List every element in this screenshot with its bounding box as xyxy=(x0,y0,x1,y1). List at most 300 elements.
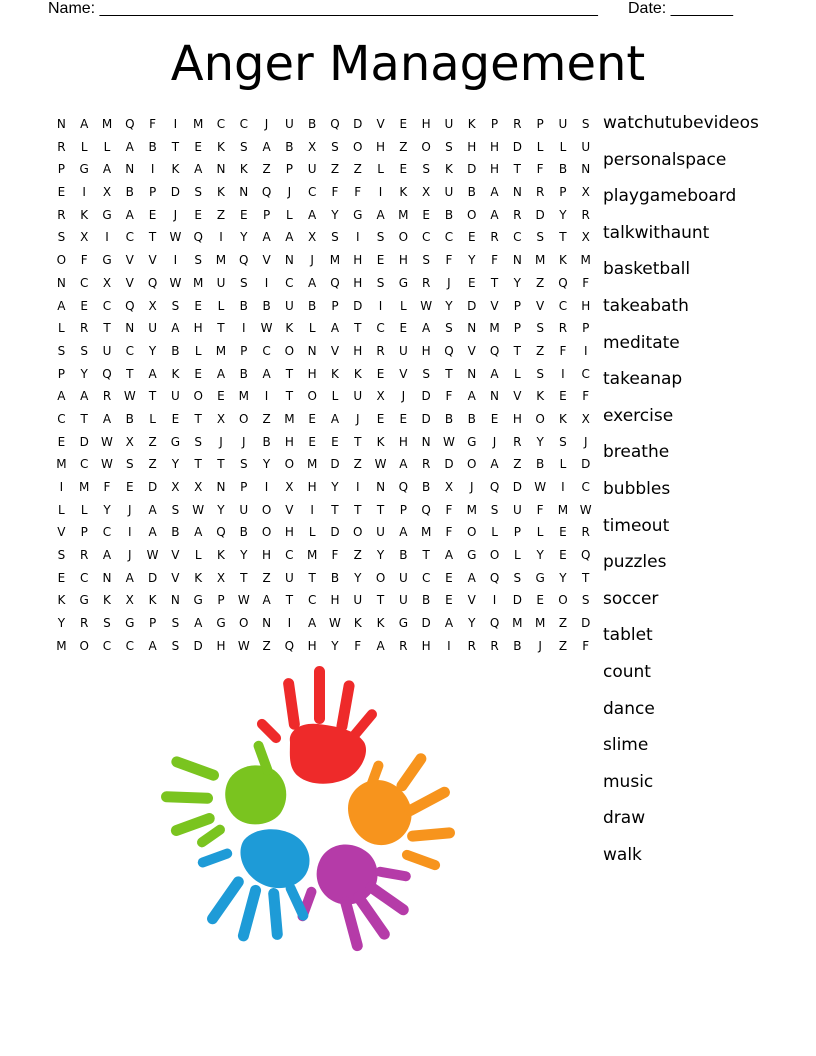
purple-hand-icon xyxy=(296,845,411,953)
grid-letter: Y xyxy=(468,253,476,268)
grid-letter: I xyxy=(492,593,497,608)
grid-letter: S xyxy=(171,298,180,313)
grid-letter: N xyxy=(467,366,477,381)
grid-letter: W xyxy=(534,480,547,494)
grid-letter: S xyxy=(239,139,248,154)
grid-letter: D xyxy=(79,434,89,449)
grid-letter: L xyxy=(217,298,225,313)
grid-letter: E xyxy=(399,321,408,336)
grid-letter: W xyxy=(443,434,455,449)
grid-letter: J xyxy=(128,548,132,563)
grid-letter: B xyxy=(330,570,340,585)
grid-letter: N xyxy=(467,321,477,336)
grid-letter: A xyxy=(490,207,499,222)
grid-letter: A xyxy=(285,230,294,245)
grid-letter: A xyxy=(125,207,134,222)
grid-letter: C xyxy=(80,457,89,472)
grid-letter: C xyxy=(285,548,294,563)
grid-letter: J xyxy=(401,389,406,404)
grid-letter: R xyxy=(376,343,385,358)
grid-letter: P xyxy=(217,593,225,608)
grid-letter: E xyxy=(376,411,385,426)
grid-letter: P xyxy=(240,480,248,494)
grid-letter: Q xyxy=(261,185,272,200)
grid-letter: O xyxy=(261,502,272,517)
grid-letter: U xyxy=(581,139,591,154)
grid-letter: V xyxy=(399,366,408,381)
grid-letter: D xyxy=(147,480,158,494)
grid-letter: P xyxy=(240,343,248,358)
grid-letter: M xyxy=(306,457,318,472)
grid-letter: T xyxy=(285,593,294,608)
grid-letter: S xyxy=(194,185,202,200)
grid-letter: R xyxy=(490,230,499,245)
grid-letter: U xyxy=(284,117,294,131)
grid-letter: D xyxy=(170,185,180,200)
page-title: Anger Management xyxy=(170,36,646,92)
grid-letter: T xyxy=(240,570,248,585)
grid-letter: O xyxy=(307,389,317,404)
grid-letter: O xyxy=(284,457,295,472)
grid-letter: M xyxy=(398,207,409,222)
word-list-item: draw xyxy=(603,808,646,829)
grid-letter: S xyxy=(194,434,202,449)
grid-letter: P xyxy=(57,162,66,177)
grid-letter: T xyxy=(285,366,294,381)
grid-letter: U xyxy=(353,593,363,608)
grid-letter: V xyxy=(262,253,271,268)
grid-letter: R xyxy=(57,139,66,154)
grid-letter: Y xyxy=(217,502,225,517)
grid-letter: S xyxy=(171,616,180,631)
grid-letter: Q xyxy=(147,275,158,290)
grid-letter: L xyxy=(149,411,156,426)
grid-letter: D xyxy=(353,117,363,131)
grid-letter: U xyxy=(353,389,363,404)
grid-letter: S xyxy=(490,502,499,517)
grid-letter: H xyxy=(284,525,294,540)
grid-letter: M xyxy=(215,253,227,268)
grid-letter: V xyxy=(57,525,66,540)
grid-letter: Y xyxy=(240,230,248,245)
grid-letter: S xyxy=(445,139,453,154)
grid-letter: Z xyxy=(353,548,362,563)
grid-letter: M xyxy=(489,321,500,336)
grid-letter: A xyxy=(490,457,499,472)
grid-letter: N xyxy=(125,321,135,336)
grid-letter: Q xyxy=(421,502,431,517)
grid-letter: E xyxy=(376,253,385,268)
grid-letter: Q xyxy=(330,275,340,290)
grid-letter: H xyxy=(376,139,386,154)
grid-letter: H xyxy=(421,343,431,358)
grid-letter: T xyxy=(376,593,385,608)
grid-letter: X xyxy=(194,480,203,494)
grid-letter: L xyxy=(58,502,65,517)
grid-letter: L xyxy=(308,525,316,540)
grid-letter: Y xyxy=(103,502,111,517)
grid-letter: S xyxy=(536,366,544,381)
grid-letter: C xyxy=(125,230,134,245)
grid-letter: M xyxy=(580,253,591,268)
grid-letter: Y xyxy=(57,616,66,631)
grid-letter: X xyxy=(216,411,226,426)
grid-letter: K xyxy=(239,162,248,177)
grid-letter: X xyxy=(581,185,590,200)
grid-letter: S xyxy=(239,457,248,472)
grid-letter: Y xyxy=(331,638,339,653)
grid-letter: Q xyxy=(581,548,591,563)
grid-letter: J xyxy=(469,480,474,494)
grid-letter: S xyxy=(376,275,385,290)
grid-letter: K xyxy=(558,411,567,426)
grid-letter: K xyxy=(57,593,66,608)
grid-letter: U xyxy=(444,117,454,131)
grid-letter: M xyxy=(329,253,341,268)
grid-letter: O xyxy=(535,411,545,426)
grid-letter: Q xyxy=(216,525,226,540)
grid-letter: W xyxy=(260,321,273,336)
grid-letter: K xyxy=(217,139,225,154)
grid-letter: R xyxy=(490,638,499,653)
grid-letter: A xyxy=(262,366,271,381)
grid-letter: R xyxy=(80,616,89,631)
grid-letter: A xyxy=(102,162,112,177)
grid-letter: B xyxy=(171,343,180,358)
grid-letter: I xyxy=(264,275,269,290)
grid-letter: N xyxy=(102,570,112,585)
grid-letter: A xyxy=(262,230,271,245)
grid-letter: M xyxy=(56,457,67,472)
grid-letter: O xyxy=(79,638,89,653)
grid-letter: T xyxy=(354,502,362,517)
grid-letter: Z xyxy=(148,434,157,449)
word-list-item: basketball xyxy=(603,259,691,280)
grid-letter: P xyxy=(57,366,66,381)
grid-letter: X xyxy=(285,480,294,494)
grid-letter: T xyxy=(80,411,88,426)
grid-letter: A xyxy=(262,593,271,608)
grid-letter: A xyxy=(148,502,157,517)
grid-letter: H xyxy=(398,253,408,268)
grid-letter: S xyxy=(57,548,66,563)
grid-letter: I xyxy=(105,230,109,245)
grid-letter: G xyxy=(102,253,112,268)
grid-letter: L xyxy=(80,139,88,154)
grid-letter: M xyxy=(284,411,295,426)
grid-letter: C xyxy=(125,638,134,653)
word-list-item: playgameboard xyxy=(603,186,737,207)
grid-letter: X xyxy=(102,185,112,200)
grid-letter: E xyxy=(80,298,88,313)
grid-letter: J xyxy=(583,434,588,449)
grid-letter: I xyxy=(583,343,588,358)
grid-letter: R xyxy=(513,434,522,449)
grid-letter: J xyxy=(287,185,292,200)
grid-letter: O xyxy=(467,207,477,222)
grid-letter: W xyxy=(169,230,182,245)
grid-letter: K xyxy=(171,162,180,177)
grid-letter: F xyxy=(445,253,453,268)
grid-letter: B xyxy=(239,366,248,381)
grid-letter: N xyxy=(216,162,226,177)
grid-letter: K xyxy=(148,593,157,608)
grid-letter: Z xyxy=(262,570,271,585)
grid-letter: F xyxy=(536,162,544,177)
grid-letter: H xyxy=(467,139,477,154)
grid-letter: N xyxy=(239,185,249,200)
grid-letter: X xyxy=(376,389,385,404)
grid-letter: M xyxy=(420,525,432,540)
grid-letter: E xyxy=(239,207,248,222)
word-list-item: puzzles xyxy=(603,552,667,573)
grid-letter: H xyxy=(262,548,272,563)
grid-letter: L xyxy=(286,207,293,222)
grid-letter: M xyxy=(534,253,546,268)
grid-letter: V xyxy=(148,253,157,268)
grid-letter: I xyxy=(173,117,178,131)
grid-letter: P xyxy=(80,525,88,540)
grid-letter: D xyxy=(581,616,591,631)
grid-letter: Z xyxy=(262,411,271,426)
grid-letter: A xyxy=(216,366,226,381)
grid-letter: T xyxy=(217,321,225,336)
grid-letter: H xyxy=(421,638,431,653)
word-list xyxy=(603,110,759,878)
grid-letter: A xyxy=(308,616,317,631)
grid-letter: S xyxy=(103,616,111,631)
grid-letter: F xyxy=(354,185,362,200)
grid-letter: Y xyxy=(80,366,88,381)
grid-letter: J xyxy=(219,434,223,449)
grid-letter: L xyxy=(559,139,567,154)
grid-letter: E xyxy=(559,389,567,404)
grid-letter: D xyxy=(512,480,522,494)
grid-letter: D xyxy=(147,570,158,585)
grid-letter: F xyxy=(80,253,88,268)
grid-letter: M xyxy=(306,548,318,563)
grid-letter: F xyxy=(582,389,590,404)
grid-letter: B xyxy=(239,298,248,313)
grid-letter: T xyxy=(354,321,362,336)
grid-letter: X xyxy=(148,298,157,313)
grid-letter: S xyxy=(57,230,66,245)
grid-letter: E xyxy=(559,525,567,540)
grid-letter: U xyxy=(284,298,294,313)
grid-letter: E xyxy=(194,298,202,313)
grid-letter: Q xyxy=(330,117,340,131)
grid-letter: M xyxy=(79,480,90,494)
grid-letter: W xyxy=(192,502,205,517)
grid-letter: W xyxy=(169,275,182,290)
grid-letter: T xyxy=(331,502,339,517)
grid-letter: T xyxy=(559,230,567,245)
name-field-label: Name: ________________________________________________________ xyxy=(48,0,598,17)
grid-letter: A xyxy=(148,638,157,653)
grid-letter: L xyxy=(513,548,521,563)
grid-letter: W xyxy=(374,457,387,472)
grid-letter: S xyxy=(125,457,134,472)
grid-letter: Y xyxy=(240,548,248,563)
grid-letter: Q xyxy=(489,343,500,358)
grid-letter: U xyxy=(284,570,294,585)
grid-letter: U xyxy=(398,343,408,358)
grid-letter: Y xyxy=(445,298,453,313)
grid-letter: A xyxy=(148,525,157,540)
grid-letter: A xyxy=(80,389,89,404)
grid-letter: R xyxy=(421,457,431,472)
grid-letter: I xyxy=(310,502,314,517)
grid-letter: I xyxy=(242,321,246,336)
grid-letter: M xyxy=(238,389,249,404)
grid-letter: Y xyxy=(148,343,157,358)
word-list-item: music xyxy=(603,771,654,792)
grid-letter: S xyxy=(445,321,453,336)
grid-letter: Q xyxy=(489,480,500,494)
grid-letter: J xyxy=(264,117,269,131)
grid-letter: I xyxy=(355,230,360,245)
grid-letter: P xyxy=(285,162,293,177)
grid-letter: T xyxy=(148,389,157,404)
grid-letter: A xyxy=(102,411,112,426)
grid-letter: L xyxy=(377,162,384,177)
grid-letter: C xyxy=(80,570,89,585)
grid-letter: X xyxy=(422,185,431,200)
grid-letter: A xyxy=(125,139,134,154)
grid-letter: U xyxy=(558,117,568,131)
grid-letter: V xyxy=(467,593,476,608)
word-list-item: walk xyxy=(603,844,642,865)
grid-letter: O xyxy=(558,593,568,608)
grid-letter: N xyxy=(512,253,522,268)
grid-letter: A xyxy=(308,275,317,290)
grid-letter: S xyxy=(80,343,88,358)
grid-letter: R xyxy=(581,207,590,222)
grid-letter: V xyxy=(513,389,522,404)
grid-letter: Z xyxy=(216,207,226,222)
grid-letter: D xyxy=(467,298,477,313)
grid-letter: R xyxy=(513,207,522,222)
grid-letter: X xyxy=(216,570,226,585)
grid-letter: C xyxy=(307,185,317,200)
grid-letter: S xyxy=(171,638,180,653)
grid-letter: U xyxy=(444,185,454,200)
grid-letter: M xyxy=(56,638,67,653)
grid-letter: R xyxy=(558,321,568,336)
grid-letter: E xyxy=(467,275,476,290)
grid-letter: L xyxy=(491,525,498,540)
grid-letter: A xyxy=(399,525,408,540)
grid-letter: O xyxy=(467,525,477,540)
grid-letter: A xyxy=(376,638,385,653)
grid-letter: C xyxy=(421,230,431,245)
word-list-item: exercise xyxy=(603,405,674,426)
word-list-item: tablet xyxy=(603,625,653,646)
grid-letter: K xyxy=(353,366,362,381)
grid-letter: U xyxy=(512,502,522,517)
grid-letter: D xyxy=(421,389,431,404)
grid-letter: D xyxy=(193,638,203,653)
grid-letter: O xyxy=(353,525,363,540)
grid-letter: V xyxy=(125,275,134,290)
grid-letter: Q xyxy=(398,480,409,494)
word-list-item: dance xyxy=(603,698,655,719)
grid-letter: Z xyxy=(262,162,271,177)
grid-letter: R xyxy=(102,389,112,404)
grid-letter: C xyxy=(102,525,112,540)
grid-letter: A xyxy=(57,298,66,313)
grid-letter: H xyxy=(490,139,500,154)
grid-letter: I xyxy=(59,480,64,494)
grid-letter: Z xyxy=(558,616,568,631)
grid-letter: K xyxy=(171,366,180,381)
grid-letter: I xyxy=(378,298,383,313)
grid-letter: A xyxy=(262,139,271,154)
grid-letter: T xyxy=(490,275,499,290)
grid-letter: I xyxy=(355,480,360,494)
grid-letter: I xyxy=(561,480,565,494)
grid-letter: T xyxy=(513,162,521,177)
grid-letter: A xyxy=(399,457,408,472)
grid-letter: N xyxy=(56,275,66,290)
grid-letter: L xyxy=(80,502,88,517)
grid-letter: Y xyxy=(262,457,271,472)
grid-letter: G xyxy=(353,207,363,222)
grid-letter: F xyxy=(331,548,339,563)
grid-letter: M xyxy=(534,616,546,631)
grid-letter: N xyxy=(216,480,226,494)
grid-letter: C xyxy=(581,480,590,494)
grid-letter: P xyxy=(399,502,407,517)
grid-letter: Y xyxy=(559,570,567,585)
grid-letter: Y xyxy=(536,548,544,563)
grid-letter: E xyxy=(148,207,157,222)
grid-letter: Z xyxy=(399,139,408,154)
grid-letter: P xyxy=(582,321,590,336)
grid-letter: A xyxy=(80,117,89,131)
grid-letter: E xyxy=(125,480,134,494)
grid-letter: P xyxy=(513,321,521,336)
grid-letter: C xyxy=(216,117,226,131)
hands-illustration xyxy=(160,660,480,970)
grid-letter: P xyxy=(490,117,499,131)
grid-letter: A xyxy=(102,548,112,563)
grid-letter: H xyxy=(284,434,294,449)
grid-letter: L xyxy=(308,321,316,336)
grid-letter: O xyxy=(421,139,431,154)
grid-letter: M xyxy=(215,343,227,358)
grid-letter: L xyxy=(331,389,339,404)
grid-letter: F xyxy=(536,502,544,517)
grid-letter: B xyxy=(399,548,408,563)
grid-letter: U xyxy=(216,275,226,290)
grid-letter: G xyxy=(79,162,89,177)
grid-letter: K xyxy=(331,366,339,381)
grid-letter: X xyxy=(125,434,134,449)
grid-letter: C xyxy=(421,570,431,585)
grid-letter: B xyxy=(262,298,271,313)
grid-letter: E xyxy=(194,139,202,154)
grid-letter: A xyxy=(308,207,317,222)
grid-letter: Q xyxy=(489,570,500,585)
grid-letter: Z xyxy=(353,457,362,472)
grid-letter: S xyxy=(239,275,248,290)
grid-letter: B xyxy=(536,457,545,472)
grid-letter: S xyxy=(331,139,339,154)
grid-letter: Y xyxy=(171,457,180,472)
grid-letter: T xyxy=(194,411,202,426)
word-list-item: personalspace xyxy=(603,149,727,170)
